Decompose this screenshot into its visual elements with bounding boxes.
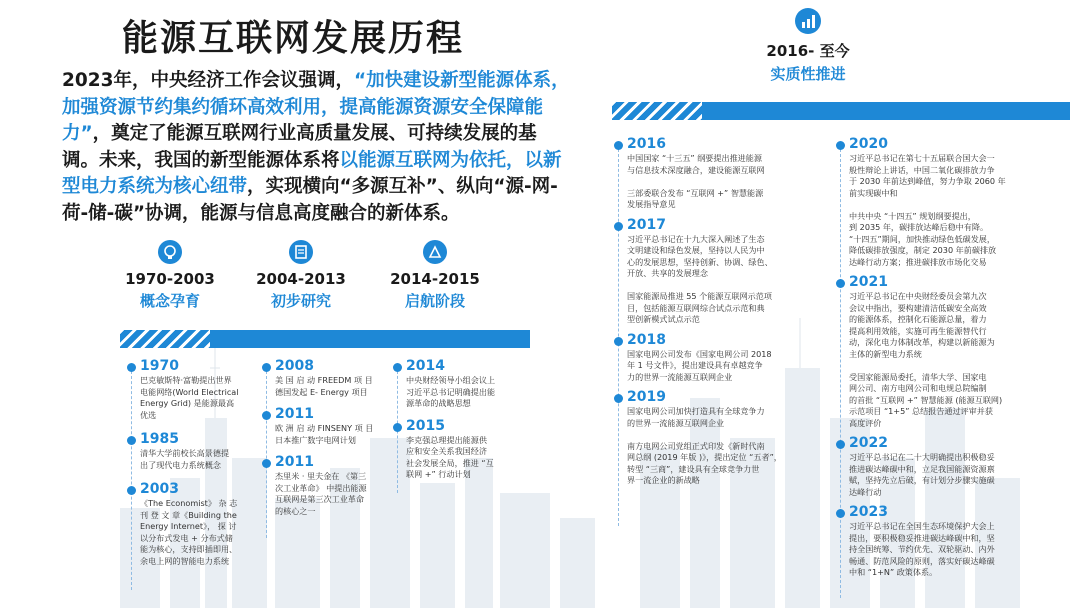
intro-highlight-2: 以能源互联网为依托，以新型电力系统为核心纽带 bbox=[62, 149, 562, 197]
phase-name: 启航阶段 bbox=[404, 292, 465, 310]
timeline-event bbox=[393, 418, 513, 481]
event-text: 习近平总书记在十九大深入阐述了生态 文明建设和绿色发展，坚持以人民为中 心的发展思想，坚持创新、协调、绿色、 开放、共享的发展理念 国家能源局推进 55 个能源互联网示范项 目，包括能源互联网综合试点示范和典 型创新模式试点示范 bbox=[627, 233, 773, 324]
launch-icon bbox=[423, 240, 447, 264]
phase-2004-2013 bbox=[236, 240, 366, 311]
event-text: 国家电网公司发布《国家电网公司 2018 年 1 号文件》，提出建设具有卓越竞争 力的世界一流能源互联网企业 bbox=[627, 348, 772, 382]
timeline-event bbox=[836, 504, 1036, 579]
page-title: 能源互联网发展历程 bbox=[122, 18, 465, 59]
timeline-event bbox=[262, 358, 380, 398]
event-year: 2008 bbox=[275, 358, 314, 374]
phase-years: 2014-2015 bbox=[390, 270, 480, 288]
event-year: 2023 bbox=[849, 504, 888, 520]
research-icon bbox=[289, 240, 313, 264]
intro-highlight-1: “加快建设新型能源体系，加强资源节约集约循环高效利用，提高能源资源安全保障能力” bbox=[62, 70, 570, 144]
timeline-column-3 bbox=[393, 358, 513, 493]
phase-years: 2004-2013 bbox=[256, 270, 346, 288]
timeline-band-right bbox=[612, 102, 1070, 120]
timeline-event bbox=[262, 406, 380, 446]
idea-bulb-icon bbox=[158, 240, 182, 264]
phase-2016-present bbox=[748, 8, 868, 84]
phase-name: 初步研究 bbox=[270, 292, 331, 310]
timeline-event bbox=[836, 274, 1036, 429]
event-text: 欧 洲 启 动 FINSENY 项 目 日本推广数字电网计划 bbox=[275, 423, 374, 445]
event-year: 2015 bbox=[406, 417, 445, 434]
timeline-event bbox=[127, 358, 245, 421]
phase-1970-2003 bbox=[105, 240, 235, 311]
event-year: 2022 bbox=[849, 435, 888, 451]
growth-chart-icon bbox=[795, 8, 821, 34]
timeline-event bbox=[262, 454, 380, 517]
event-text: 中国国家 “十三五” 纲要提出推进能源 与信息技术深度融合，建设能源互联网 三部委联合发布 “互联网 +” 智慧能源 发展指导意见 bbox=[627, 153, 765, 209]
event-year: 2019 bbox=[627, 389, 666, 405]
intro-text-3: ，实现横向“多源互补”、纵向“源-网-荷-储-碳”协调，能源与信息高度融合的新体系。 bbox=[62, 176, 558, 224]
event-text: 李克强总理提出能源供 应和安全关系我国经济 社会发展全局，推进 “互 联网 +” 行动计划 bbox=[406, 434, 494, 479]
event-text: 国家电网公司加快打造具有全球竞争力 的世界一流能源互联网企业 南方电网公司党组正式印发《新时代南 网总纲 (2019 年版 )》，提出定位 “五者”， 转型 “三商”，建设具有全球竞争力世 界一流企业的新战略 bbox=[627, 406, 782, 485]
event-year: 2011 bbox=[275, 406, 314, 422]
event-year: 2018 bbox=[627, 331, 666, 348]
timeline-column-5 bbox=[836, 136, 1036, 598]
event-year: 2011 bbox=[275, 454, 314, 470]
timeline-event bbox=[614, 332, 794, 384]
intro-paragraph bbox=[62, 68, 572, 227]
event-year: 2016 bbox=[627, 136, 666, 152]
event-year: 1970 bbox=[140, 358, 179, 374]
timeline-event bbox=[836, 136, 1036, 268]
phase-name: 实质性推进 bbox=[770, 65, 846, 83]
phase-2014-2015 bbox=[370, 240, 500, 311]
event-year: 1985 bbox=[140, 431, 179, 447]
event-year: 2020 bbox=[849, 136, 888, 152]
intro-text-1: 2023年，中央经济工作会议强调， bbox=[62, 70, 354, 91]
phase-years: 1970-2003 bbox=[125, 270, 215, 288]
timeline-event bbox=[614, 217, 794, 326]
timeline-event bbox=[614, 136, 794, 211]
event-text: 习近平总书记在二十大明确提出积极稳妥 推进碳达峰碳中和，立足我国能源资源禀 赋，坚持先立后破，有计划分步骤实施碳 达峰行动 bbox=[849, 452, 995, 497]
intro-text-2: ，奠定了能源互联网行业高质量发展、可持续发展的基调。未来，我国的新型能源体系将 bbox=[62, 123, 537, 171]
event-text: 习近平总书记在全国生态环境保护大会上 提出，要积极稳妥推进碳达峰碳中和，坚 持全国统筹、节约优先、双轮驱动、内外 畅通、防范风险的原则，落实好碳达峰碳 中和 “1+N” 政策体系。 bbox=[849, 521, 995, 577]
event-text: 《The Economist》 杂 志 刊 登 文 章《Building the Energy Internet》， 探 讨 以分布式发电 + 分布式储 能为核心，支持即插即用、 余电上网的智能电力系统 bbox=[140, 498, 238, 566]
timeline-band-left bbox=[120, 330, 530, 348]
phase-name: 概念孕育 bbox=[139, 292, 200, 310]
timeline-column-4 bbox=[614, 136, 794, 526]
event-text: 巴克敏斯特·富勒提出世界 电能网络(World Electrical Energy Grid) 是能源最高 优选 bbox=[140, 375, 239, 420]
timeline-event bbox=[127, 481, 245, 567]
event-year: 2014 bbox=[406, 358, 445, 374]
phase-years: 2016- 至今 bbox=[766, 42, 850, 60]
event-year: 2017 bbox=[627, 216, 666, 233]
timeline-event bbox=[127, 431, 245, 471]
event-text: 中央财经领导小组会议上 习近平总书记明确提出能 源革命的战略思想 bbox=[406, 375, 496, 408]
event-text: 清华大学前校长高景德提 出了现代电力系统概念 bbox=[140, 448, 230, 470]
event-year: 2003 bbox=[140, 481, 179, 497]
event-text: 杰里米 · 里夫金在 《第三 次工业革命》 中提出能源 互联网是第三次工业革命 的核心之一 bbox=[275, 471, 367, 516]
event-text: 习近平总书记在第七十五届联合国大会一 般性辩论上讲话，中国二氧化碳排放力争 于 2030 年前达到峰值，努力争取 2060 年 前实现碳中和 中共中央 “十四五” 规划纲要提出， 到 2035 年，碳排放达峰后稳中有降。 “十四五”期间，加快推动绿色低碳发展， 降低碳排放强度，制定 2030 年前碳排放 达峰行动方案；推进碳排放市场化交易 bbox=[849, 153, 1006, 267]
timeline-column-2 bbox=[262, 358, 380, 538]
event-year: 2021 bbox=[849, 274, 888, 290]
timeline-event bbox=[614, 389, 794, 487]
timeline-event bbox=[393, 358, 513, 410]
event-text: 习近平总书记在中央财经委员会第九次 会议中指出，要构建清洁低碳安全高效 的能源体系，控制化石能源总量，着力 提高利用效能，实施可再生能源替代行 动，深化电力体制改革，构建以新能源为 主体的新型电力系统 受国家能源局委托，清华大学、国家电 网公司、南方电网公司和电规总院编制 的首批 “互联网 +” 智慧能源 (能源互联网) 示范项目 “1+5” 总结报告通过评审并获 高度评价 bbox=[849, 291, 1003, 428]
event-text: 美 国 启 动 FREEDM 项 目 德国发起 E- Energy 项目 bbox=[275, 375, 373, 397]
timeline-event bbox=[836, 435, 1036, 498]
timeline-column-1 bbox=[127, 358, 245, 590]
